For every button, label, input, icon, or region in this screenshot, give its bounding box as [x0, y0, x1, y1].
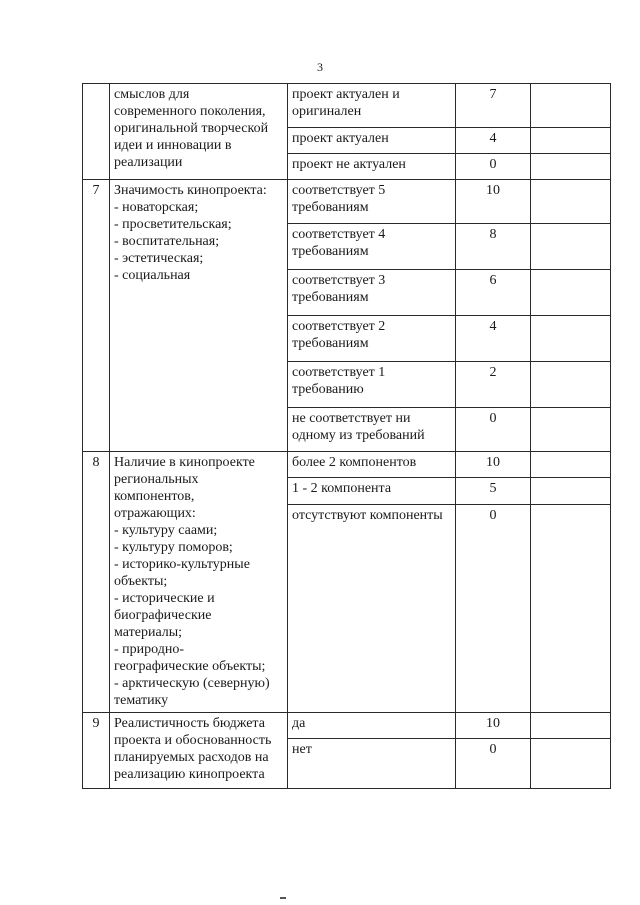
criterion-line: тематику — [114, 693, 169, 708]
empty-cell — [531, 270, 611, 316]
criterion-line: - культуру саами; — [114, 523, 218, 538]
table-row — [83, 713, 611, 739]
criterion-line: географические объекты; — [114, 659, 266, 674]
criterion-line: материалы; — [114, 625, 183, 640]
option-text: соответствует 3 требованиям — [288, 270, 456, 316]
criterion-line: - воспитательная; — [114, 234, 220, 249]
option-text: нет — [288, 739, 456, 789]
option-text: более 2 компонентов — [288, 452, 456, 478]
option-text: проект актуален — [288, 128, 456, 154]
option-text: 1 - 2 компонента — [288, 478, 456, 504]
criterion-number: 8 — [83, 452, 110, 713]
option-score: 5 — [456, 478, 531, 504]
option-text: не соответствует ни одному из требований — [288, 408, 456, 452]
empty-cell — [531, 504, 611, 712]
option-score: 10 — [456, 180, 531, 224]
option-text: соответствует 4 требованиям — [288, 224, 456, 270]
empty-cell — [531, 224, 611, 270]
criterion-line: - исторические и — [114, 591, 215, 606]
criterion-description — [110, 84, 288, 180]
empty-cell — [531, 478, 611, 504]
criterion-line: объекты; — [114, 574, 168, 589]
criterion-line: оригинальной творческой — [114, 121, 269, 136]
option-score: 0 — [456, 739, 531, 789]
criterion-line: - культуру поморов; — [114, 540, 233, 555]
criterion-line: - просветительская; — [114, 217, 232, 232]
criterion-line: современного поколения, — [114, 104, 266, 119]
criterion-line: Наличие в кинопроекте — [114, 455, 255, 470]
empty-cell — [531, 128, 611, 154]
option-score: 4 — [456, 316, 531, 362]
criterion-line: биографические — [114, 608, 212, 623]
criterion-number — [83, 84, 110, 180]
option-score: 2 — [456, 362, 531, 408]
criterion-number: 7 — [83, 180, 110, 452]
criterion-number: 9 — [83, 713, 110, 789]
criterion-line: реализацию кинопроекта — [114, 767, 265, 782]
option-score: 10 — [456, 452, 531, 478]
table-row — [83, 180, 611, 224]
table-row — [83, 452, 611, 478]
option-score: 10 — [456, 713, 531, 739]
empty-cell — [531, 180, 611, 224]
criteria-table — [82, 83, 611, 789]
table-row — [83, 84, 611, 128]
criterion-line: идеи и инновации в — [114, 138, 232, 153]
option-text: соответствует 2 требованиям — [288, 316, 456, 362]
option-text: соответствует 5 требованиям — [288, 180, 456, 224]
criterion-line: проекта и обоснованность — [114, 733, 272, 748]
empty-cell — [531, 154, 611, 180]
criterion-line: планируемых расходов на — [114, 750, 269, 765]
criterion-line: - социальная — [114, 268, 191, 283]
empty-cell — [531, 452, 611, 478]
criterion-line: - новаторская; — [114, 200, 199, 215]
empty-cell — [531, 362, 611, 408]
page-number: 3 — [317, 60, 323, 74]
empty-cell — [531, 84, 611, 128]
option-text: проект не актуален — [288, 154, 456, 180]
criterion-line: компонентов, — [114, 489, 195, 504]
criterion-line: - природно- — [114, 642, 185, 657]
criterion-line: - историко-культурные — [114, 557, 250, 572]
empty-cell — [531, 739, 611, 789]
criterion-line: реализации — [114, 155, 183, 170]
option-score: 6 — [456, 270, 531, 316]
criterion-line: смыслов для — [114, 87, 190, 102]
option-score: 0 — [456, 408, 531, 452]
option-score: 8 — [456, 224, 531, 270]
criterion-line: - арктическую (северную) — [114, 676, 270, 691]
scan-mark — [280, 897, 286, 899]
option-text: проект актуален и оригинален — [288, 84, 456, 128]
criterion-line: отражающих: — [114, 506, 196, 521]
criterion-line: - эстетическая; — [114, 251, 204, 266]
option-score: 4 — [456, 128, 531, 154]
empty-cell — [531, 408, 611, 452]
option-text: соответствует 1 требованию — [288, 362, 456, 408]
criterion-line: Значимость кинопроекта: — [114, 183, 267, 198]
option-score: 7 — [456, 84, 531, 128]
empty-cell — [531, 316, 611, 362]
option-text: отсутствуют компоненты — [288, 504, 456, 712]
option-score: 0 — [456, 154, 531, 180]
option-text: да — [288, 713, 456, 739]
criterion-line: Реалистичность бюджета — [114, 716, 265, 731]
criterion-line: региональных — [114, 472, 199, 487]
empty-cell — [531, 713, 611, 739]
option-score: 0 — [456, 504, 531, 712]
criterion-description — [110, 452, 288, 713]
criterion-description — [110, 180, 288, 452]
criterion-description — [110, 713, 288, 789]
